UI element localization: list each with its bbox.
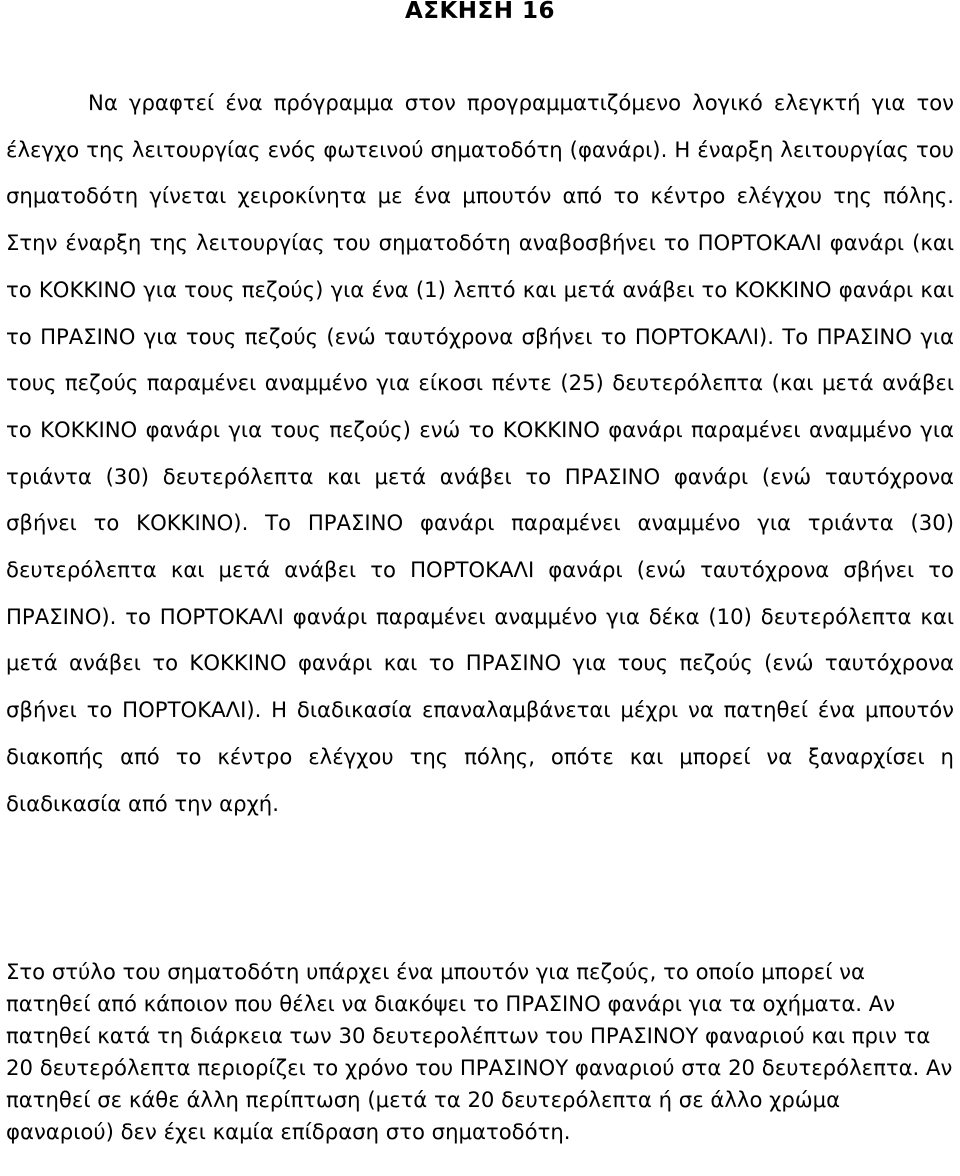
paragraph-pedestrian-button: Στο στύλο του σηματοδότη υπάρχει ένα μπουτόν για πεζούς, το οποίο μπορεί να πατηθεί από κάποιον που θέλει να διακόψει το ΠΡΑΣΙΝΟ φανάρι για τα οχήματα. Αν πατηθεί κατά τη διάρκεια των 30 δευτερολέπτων του ΠΡΑΣΙΝΟΥ φαναριού και πριν τα 20 δευτερόλεπτα περιορίζει το χρόνο του ΠΡΑΣΙΝΟΥ φαναριού στα 20 δευτερόλεπτα. Αν πατηθεί σε κάθε άλλη περίπτωση (μετά τα 20 δευτερόλεπτα ή σε άλλο χρώμα φαναριού) δεν έχει καμία επίδραση στο σηματοδότη. bbox=[6, 959, 953, 1144]
exercise-title: ΑΣΚΗΣΗ 16 bbox=[404, 0, 556, 24]
paragraph-description: Να γραφτεί ένα πρόγραμμα στον προγραμματιζόμενο λογικό ελεγκτή για τον έλεγχο της λειτουργίας ενός φωτεινού σηματοδότη (φανάρι). Η έναρξη λειτουργίας του σηματοδότη γίνεται χειροκίνητα με ένα μπουτόν από το κέντρο ελέγχου της πόλης. Στην έναρξη της λειτουργίας του σηματοδότη αναβοσβήνει το ΠΟΡΤΟΚΑΛΙ φανάρι (και το ΚΟΚΚΙΝΟ για τους πεζούς) για ένα (1) λεπτό και μετά ανάβει το ΚΟΚΚΙΝΟ φανάρι και το ΠΡΑΣΙΝΟ για τους πεζούς (ενώ ταυτόχρονα σβήνει το ΠΟΡΤΟΚΑΛΙ). Το ΠΡΑΣΙΝΟ για τους πεζούς παραμένει αναμμένο για είκοσι πέντε (25) δευτερόλεπτα (και μετά ανάβει το ΚΟΚΚΙΝΟ φανάρι για τους πεζούς) ενώ το ΚΟΚΚΙΝΟ φανάρι παραμένει αναμμένο για τριάντα (30) δευτερόλεπτα και μετά ανάβει το ΠΡΑΣΙΝΟ φανάρι (ενώ ταυτόχρονα σβήνει το ΚΟΚΚΙΝΟ). Το ΠΡΑΣΙΝΟ φανάρι παραμένει αναμμένο για τριάντα (30) δευτερόλεπτα και μετά ανάβει το ΠΟΡΤΟΚΑΛΙ φανάρι (ενώ ταυτόχρονα σβήνει το ΠΡΑΣΙΝΟ). το ΠΟΡΤΟΚΑΛΙ φανάρι παραμένει αναμμένο για δέκα (10) δευτερόλεπτα και μετά ανάβει το ΚΟΚΚΙΝΟ φανάρι και το ΠΡΑΣΙΝΟ για τους πεζούς (ενώ ταυτόχρονα σβήνει το ΠΟΡΤΟΚΑΛΙ). Η διαδικασία επαναλαμβάνεται μέχρι να πατηθεί ένα μπουτόν διακοπής από το κέντρο ελέγχου της πόλης, οπότε και μπορεί να ξαναρχίσει η διαδικασία από την αρχή. bbox=[6, 90, 954, 816]
